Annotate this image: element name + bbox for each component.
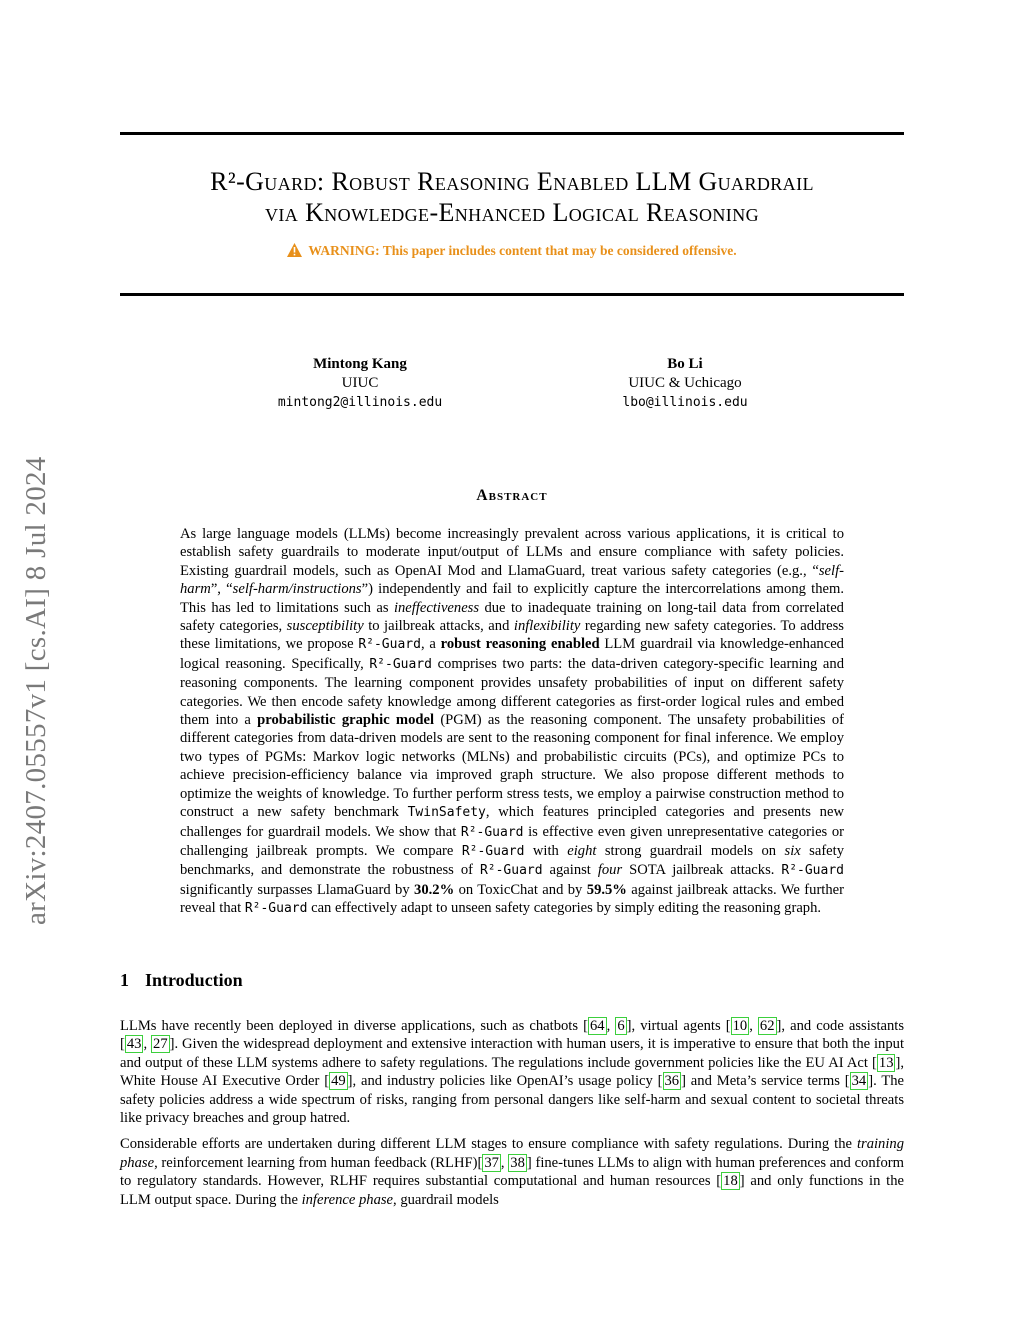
body-paragraph — [120, 1017, 904, 1127]
text-span: on ToxicChat and by — [454, 881, 587, 898]
text-span: strong guardrail models on — [596, 842, 785, 859]
author-block-1 — [260, 355, 460, 412]
warning-text: WARNING: This paper includes content that may be considered offensive. — [308, 243, 737, 258]
text-span: , which features principled categories and presents new challenges for guardrail models. We show that — [180, 804, 844, 840]
text-span: ], and industry policies like OpenAI’s usage policy [ — [347, 1073, 663, 1090]
method-name: R²-Guard — [460, 824, 524, 840]
text-span: susceptibility — [286, 618, 364, 635]
method-name: R²-Guard — [479, 863, 543, 879]
section-title: Introduction — [145, 970, 243, 990]
abstract-heading: Abstract — [476, 487, 548, 504]
text-span: , — [500, 1154, 509, 1171]
benchmark-name: TwinSafety — [407, 805, 486, 821]
text-span: 30.2% — [414, 881, 455, 898]
text-span: ”, “ — [210, 581, 233, 598]
method-name: R²-Guard — [781, 863, 844, 879]
text-span: , a — [420, 636, 441, 653]
text-span: self-harm/instructions — [232, 581, 362, 598]
text-span: (PGM) as the reasoning component. The unsafety probabilities of different categories from data-driven models are sent to the reasoning component for final inference. We employ two types of PGMs: Markov logic networks (MLNs) and probabilistic circuits (PCs), and optimize PCs to achieve precision-efficiency balance via improved graph structure. We also propose different methods to optimize the weights of knowledge. To further perform stress tests, we employ a pairwise construction method to construct a new safety benchmark — [180, 712, 844, 821]
text-span: due to inadequate training on long-tail data from correlated safety categories, — [180, 599, 844, 635]
text-span: safety benchmarks, and demonstrate the robustness of — [180, 842, 845, 879]
title-rule-bottom — [120, 293, 904, 296]
text-span: can effectively adapt to unseen safety categories by simply editing the reasoning graph. — [307, 900, 822, 917]
abstract-paragraph — [180, 525, 844, 919]
text-span: against jailbreak attacks. We further reveal that — [180, 881, 844, 917]
text-span: inference phase — [301, 1191, 394, 1208]
text-span: inflexibility — [513, 618, 581, 635]
arxiv-stamp: arXiv:2407.05557v1 [cs.AI] 8 Jul 2024 — [20, 456, 52, 925]
text-span: six — [784, 842, 801, 859]
title-line-2: via Knowledge-Enhanced Logical Reasoning — [265, 198, 759, 227]
author-affiliation: UIUC & Uchicago — [628, 375, 742, 391]
title-line-1: R²-Guard: Robust Reasoning Enabled LLM Guardrail — [210, 167, 814, 196]
citation-link[interactable]: 49 — [331, 1073, 346, 1090]
method-name: R²-Guard — [244, 901, 308, 917]
citation-link[interactable]: 34 — [851, 1073, 867, 1090]
warning-icon — [287, 243, 302, 261]
method-name: R²-Guard — [358, 637, 421, 653]
text-span: ]. The safety policies address a wide spectrum of risks, ranging from personal dangers like self-harm and sexual content to societal threats like privacy breaches and group hatred. — [120, 1073, 905, 1127]
text-span: ], White House AI Executive Order [ — [120, 1054, 904, 1090]
text-span: comprises two parts: the data-driven category-specific learning and reasoning components. The learning component provides unsafety probabilities of input on different safety categories. We then encode safety knowledge among different categories as first-order logical rules and embed them into a — [180, 655, 844, 729]
author-email[interactable]: mintong2@illinois.edu — [277, 395, 443, 410]
citation-link[interactable]: 64 — [589, 1018, 605, 1034]
author-name: Mintong Kang — [313, 356, 407, 372]
text-span: Considerable efforts are undertaken during different LLM stages to ensure compliance with safety regulations. During the — [120, 1136, 857, 1153]
text-span: probabilistic graphic model — [257, 712, 435, 729]
method-name: R²-Guard — [461, 843, 525, 859]
text-span: with — [524, 842, 568, 859]
text-span: four — [597, 862, 623, 879]
text-span: , — [749, 1018, 758, 1034]
text-span: ], and code assistants [ — [120, 1018, 905, 1053]
citation-link[interactable]: 27 — [153, 1036, 168, 1053]
section-number: 1 — [120, 970, 129, 990]
text-span: LLMs have recently been deployed in diverse applications, such as chatbots [ — [120, 1018, 588, 1034]
citation-link[interactable]: 43 — [126, 1036, 142, 1053]
citation-link[interactable]: 10 — [732, 1018, 748, 1034]
paper-title — [120, 166, 904, 228]
author-name: Bo Li — [667, 356, 703, 372]
text-span: LLM guardrail via knowledge-enhanced logical reasoning. Specifically, — [180, 636, 844, 672]
text-span: 59.5% — [586, 881, 627, 898]
text-span: regarding new safety categories. To address these limitations, we propose — [180, 618, 844, 653]
text-span: ], virtual agents [ — [626, 1018, 731, 1034]
text-span: SOTA jailbreak attacks. — [622, 862, 782, 879]
text-span: As large language models (LLMs) become increasingly prevalent across various applications, it is critical to establish safety guardrails to moderate input/output of LLMs and ensure compliance with safety policies. Existing guardrail models, such as OpenAI Mod and LlamaGuard, treat various safety categories (e.g., “ — [180, 526, 844, 579]
introduction-body — [120, 1017, 904, 1217]
content-warning — [120, 243, 904, 261]
text-span: eight — [567, 842, 597, 859]
method-name: R²-Guard — [369, 656, 432, 672]
text-span: ] and only functions in the LLM output space. During the — [120, 1173, 904, 1208]
title-rule-top — [120, 132, 904, 135]
text-span: against — [542, 862, 598, 879]
text-span: ”) independently and fail to explicitly capture the intercorrelations among them. This has led to limitations such as — [180, 581, 844, 616]
citation-link[interactable]: 37 — [484, 1154, 499, 1171]
citation-link[interactable]: 36 — [664, 1073, 680, 1090]
author-affiliation: UIUC — [341, 375, 379, 391]
text-span: , guardrail models — [393, 1191, 499, 1208]
text-span: ineffectiveness — [393, 599, 480, 616]
citation-link[interactable]: 13 — [878, 1054, 894, 1071]
abstract-body — [180, 525, 844, 919]
text-span: to jailbreak attacks, and — [363, 618, 514, 635]
text-span: , reinforcement learning from human feedback (RLHF)[ — [154, 1154, 483, 1171]
text-span: is effective even given unrepresentative categories or challenging jailbreak prompts. We compare — [180, 823, 844, 859]
body-paragraph — [120, 1135, 904, 1209]
text-span: ] and Meta’s service terms [ — [681, 1073, 850, 1090]
citation-link[interactable]: 6 — [617, 1018, 625, 1034]
text-span: training phase — [120, 1136, 904, 1171]
citation-link[interactable]: 38 — [510, 1154, 525, 1171]
text-span: ] fine-tunes LLMs to align with human preferences and conform to regulatory standards. However, RLHF requires substantial computational and human resources [ — [120, 1154, 905, 1190]
section-heading — [120, 970, 243, 991]
author-block-2 — [585, 355, 785, 412]
citation-link[interactable]: 62 — [759, 1018, 775, 1034]
text-span: ]. Given the widespread deployment and extensive interaction with human users, it is imperative to ensure that both the input and output of these LLM systems adhere to safety regulations. The regulations include government policies like the EU AI Act [ — [120, 1036, 905, 1071]
text-span: significantly surpasses LlamaGuard by — [180, 881, 415, 898]
author-email[interactable]: lbo@illinois.edu — [622, 395, 748, 410]
text-span: , — [606, 1018, 616, 1034]
text-span: , — [143, 1036, 152, 1053]
citation-link[interactable]: 18 — [723, 1173, 738, 1190]
text-span: robust reasoning enabled — [440, 636, 600, 653]
text-span: self-harm — [180, 562, 844, 598]
